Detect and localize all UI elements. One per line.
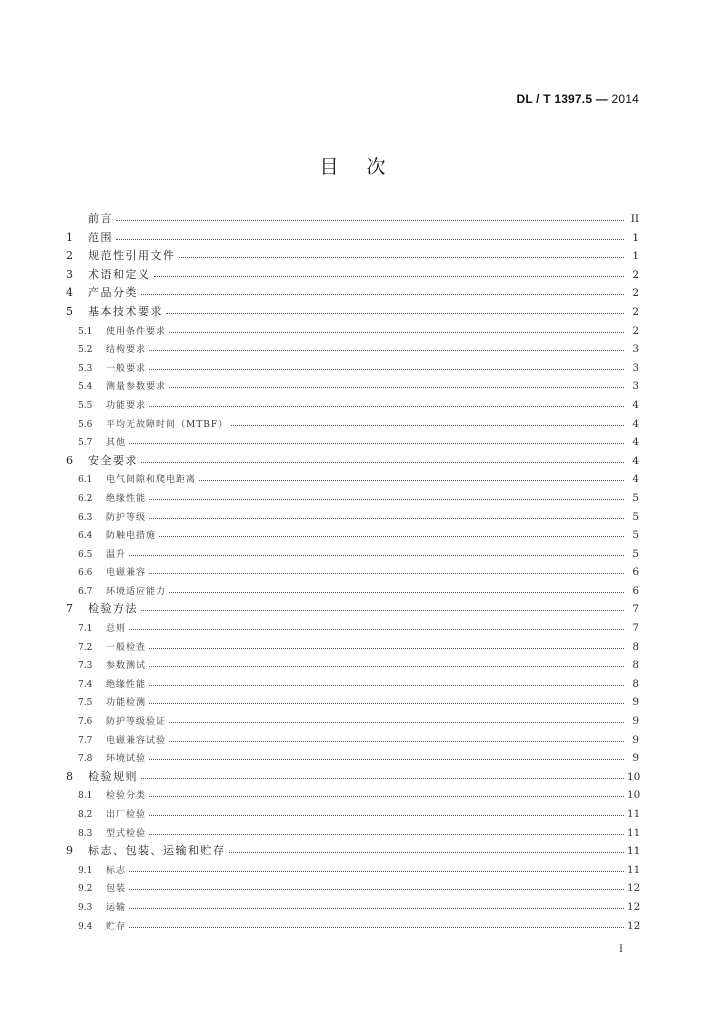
dot-leader [154, 275, 625, 277]
toc-entry-page: 12 [627, 900, 641, 913]
dot-leader [149, 368, 624, 370]
dot-leader [149, 517, 624, 519]
dot-leader [116, 238, 624, 240]
toc-entry-section[interactable] [64, 396, 639, 415]
toc-entry-section[interactable] [64, 786, 639, 805]
toc-entry-section[interactable] [64, 861, 639, 880]
toc-entry-page: 5 [632, 491, 639, 504]
toc-entry-page: 1 [632, 231, 639, 244]
dot-leader [141, 609, 624, 611]
toc-entry-section[interactable] [64, 879, 639, 898]
toc-entry-section[interactable] [64, 359, 639, 378]
toc-entry-label: 其他 [106, 438, 127, 449]
dot-leader [231, 424, 624, 426]
dot-leader [129, 888, 624, 890]
toc-entry-number: 7.8 [78, 754, 93, 765]
toc-entry-number: 7 [66, 602, 73, 616]
toc-entry-number: 4 [66, 286, 73, 300]
toc-entry-page: 3 [632, 343, 639, 356]
toc-entry-section[interactable] [64, 917, 639, 936]
toc-entry-label: 结构要求 [106, 345, 147, 356]
toc-entry-number: 9.4 [78, 921, 93, 932]
dot-leader [141, 293, 624, 295]
dot-leader [199, 479, 624, 481]
toc-entry-number: 9.1 [78, 865, 93, 876]
dot-leader [149, 702, 624, 704]
dot-leader [166, 312, 624, 314]
toc-entry-number: 5.1 [78, 326, 93, 337]
toc-entry-number: 9 [66, 844, 73, 858]
toc-entry-page: 4 [632, 436, 639, 449]
dot-leader [129, 628, 624, 630]
dot-leader [149, 758, 624, 760]
toc-entry-label: 平均无故障时间（MTBF） [106, 419, 229, 430]
dot-leader [149, 405, 624, 407]
toc-entry-label: 规范性引用文件 [88, 249, 176, 263]
toc-entry-label: 绝缘性能 [106, 679, 147, 690]
toc-entry-number: 5.7 [78, 438, 93, 449]
toc-entry-page: 5 [632, 547, 639, 560]
toc-entry-page: 6 [632, 566, 639, 579]
toc-entry-section[interactable] [64, 526, 639, 545]
toc-entry-page: 10 [627, 770, 641, 783]
toc-entry-label: 检验规则 [88, 769, 138, 783]
toc-entry-number: 5.2 [78, 345, 93, 356]
dot-leader [129, 926, 624, 928]
toc-entry-page: 7 [632, 603, 639, 616]
toc-entry-number: 6.6 [78, 568, 93, 579]
toc-entry-section[interactable] [64, 322, 639, 341]
toc-entry-label: 基本技术要求 [88, 304, 163, 318]
toc-entry-number: 5.5 [78, 400, 93, 411]
toc-entry-page: 11 [627, 845, 641, 858]
toc-entry-chapter[interactable] [64, 600, 639, 619]
toc-entry-number: 8.3 [78, 828, 93, 839]
toc-entry-page: 5 [632, 529, 639, 542]
toc-entry-chapter[interactable] [64, 210, 639, 229]
toc-entry-page: 9 [632, 733, 639, 746]
toc-entry-number: 6.7 [78, 586, 93, 597]
toc-entry-chapter[interactable] [64, 452, 639, 471]
toc-entry-page: 8 [632, 677, 639, 690]
toc-entry-number: 5.3 [78, 363, 93, 374]
toc-entry-label: 检验方法 [88, 602, 138, 616]
toc-entry-number: 7.6 [78, 717, 93, 728]
toc-entry-label: 测量参数要求 [106, 382, 167, 393]
toc-entry-number: 7.2 [78, 642, 93, 653]
toc-entry-section[interactable] [64, 693, 639, 712]
dot-leader [116, 219, 624, 221]
toc-entry-number: 6.4 [78, 531, 93, 542]
code-dash: — [592, 92, 612, 106]
toc-entry-chapter[interactable] [64, 247, 639, 266]
dot-leader [149, 572, 624, 574]
toc-entry-label: 术语和定义 [88, 267, 151, 281]
dot-leader [149, 647, 624, 649]
toc-entry-label: 出厂检验 [106, 810, 147, 820]
toc-entry-number: 7.7 [78, 735, 93, 746]
toc-entry-page: 3 [632, 361, 639, 374]
standard-year: 2014 [611, 92, 639, 106]
toc-entry-page: 11 [627, 863, 641, 876]
toc-entry-section[interactable] [64, 619, 639, 638]
toc-entry-label: 功能检测 [106, 698, 147, 709]
toc-entry-number: 2 [66, 249, 73, 263]
toc-entry-section[interactable] [64, 563, 639, 582]
standard-number: DL / T 1397.5 [516, 92, 593, 106]
toc-entry-number: 1 [66, 230, 73, 244]
page-number: I [619, 944, 623, 955]
toc-entry-page: 10 [627, 789, 641, 802]
toc-entry-label: 防护等级 [106, 512, 147, 523]
toc-entry-chapter[interactable] [64, 303, 639, 322]
toc-title: 目次 [319, 156, 414, 178]
toc-entry-label: 使用条件要求 [106, 326, 167, 337]
dot-leader [149, 814, 624, 816]
dot-leader [169, 331, 624, 333]
toc-entry-label: 防触电措施 [106, 531, 157, 542]
toc-entry-page: 2 [632, 287, 639, 300]
toc-entry-label: 标志 [106, 865, 127, 876]
toc-entry-chapter[interactable] [64, 284, 639, 303]
toc-entry-number: 6.5 [78, 549, 93, 560]
toc-entry-section[interactable] [64, 582, 639, 601]
dot-leader [149, 795, 624, 797]
toc-entry-section[interactable] [64, 805, 639, 824]
toc-entry-number: 8.1 [78, 791, 93, 802]
toc-entry-section[interactable] [64, 638, 639, 657]
toc-entry-page: 6 [632, 584, 639, 597]
toc-entry-number: 8 [66, 769, 73, 783]
toc-entry-label: 检验分类 [106, 791, 147, 802]
dot-leader [141, 777, 624, 779]
toc-entry-number: 6.3 [78, 512, 93, 523]
toc-entry-chapter[interactable] [64, 229, 639, 248]
dot-leader [169, 740, 624, 742]
dot-leader [149, 498, 624, 500]
toc-entry-number: 6.2 [78, 493, 93, 504]
toc-entry-label: 标志、包装、运输和贮存 [88, 844, 226, 858]
dot-leader [169, 386, 624, 388]
toc-entry-number: 7.4 [78, 679, 93, 690]
toc-entry-label: 防护等级验证 [106, 717, 167, 728]
toc-entry-section[interactable] [64, 340, 639, 359]
dot-leader [149, 833, 624, 835]
toc-entry-section[interactable] [64, 656, 639, 675]
toc-entry-label: 贮存 [106, 921, 127, 932]
toc-entry-page: 4 [632, 454, 639, 467]
toc-entry-page: 12 [627, 882, 641, 895]
toc-entry-number: 8.2 [78, 810, 93, 820]
toc-entry-page: 3 [632, 380, 639, 393]
toc-entry-page: 2 [632, 324, 639, 337]
toc-entry-section[interactable] [64, 470, 639, 489]
toc-entry-label: 电磁兼容 [106, 568, 147, 579]
toc-entry-section[interactable] [64, 508, 639, 527]
toc-entry-page: 9 [632, 696, 639, 709]
dot-leader [141, 461, 624, 463]
toc-entry-label: 产品分类 [88, 286, 138, 300]
toc-entry-label: 参数测试 [106, 661, 147, 672]
toc-entry-number: 7.5 [78, 698, 93, 709]
toc-entry-section[interactable] [64, 731, 639, 750]
dot-leader [169, 591, 624, 593]
toc-entry-page: 2 [632, 305, 639, 318]
toc-entry-label: 包装 [106, 884, 127, 895]
toc-entry-label: 一般要求 [106, 363, 147, 374]
toc-entry-number: 9.3 [78, 902, 93, 913]
toc-entry-page: 9 [632, 752, 639, 765]
toc-entry-label: 运输 [106, 902, 127, 913]
toc-entry-label: 安全要求 [88, 453, 138, 467]
toc-entry-number: 5 [66, 304, 73, 318]
dot-leader [129, 907, 624, 909]
toc-entry-label: 型式检验 [106, 828, 147, 839]
toc-entry-number: 9.2 [78, 884, 93, 895]
toc-entry-section[interactable] [64, 898, 639, 917]
dot-leader [149, 684, 624, 686]
toc-entry-label: 前言 [88, 212, 113, 225]
toc-entry-page: 11 [627, 808, 641, 820]
dot-leader [129, 870, 624, 872]
dot-leader [149, 665, 624, 667]
document-code [516, 92, 639, 106]
toc-entry-label: 环境适应能力 [106, 586, 167, 597]
toc-entry-label: 电气间隙和爬电距离 [106, 475, 197, 486]
dot-leader [149, 349, 624, 351]
toc-entry-number: 6.1 [78, 475, 93, 486]
dot-leader [229, 851, 625, 853]
toc-entry-label: 电磁兼容试验 [106, 735, 167, 746]
toc-entry-section[interactable] [64, 824, 639, 843]
toc-entry-number: 5.4 [78, 382, 93, 393]
toc-entry-page: 4 [632, 398, 639, 411]
toc-entry-label: 功能要求 [106, 400, 147, 411]
dot-leader [169, 721, 624, 723]
toc-entry-page: 1 [632, 250, 639, 263]
toc-entry-label: 总则 [106, 624, 127, 635]
toc-entry-number: 7.1 [78, 624, 93, 635]
toc-entry-label: 范围 [88, 230, 113, 244]
toc-entry-number: 6 [66, 453, 73, 467]
toc-entry-page: 12 [627, 919, 641, 932]
toc-entry-number: 5.6 [78, 419, 93, 430]
table-of-contents [64, 210, 639, 935]
toc-entry-section[interactable] [64, 377, 639, 396]
toc-entry-page: II [630, 213, 639, 225]
toc-entry-section[interactable] [64, 415, 639, 434]
toc-entry-page: 7 [632, 622, 639, 635]
dot-leader [179, 256, 625, 258]
toc-entry-chapter[interactable] [64, 842, 639, 861]
toc-entry-label: 温升 [106, 549, 127, 560]
toc-entry-section[interactable] [64, 712, 639, 731]
dot-leader [129, 442, 624, 444]
toc-entry-section[interactable] [64, 675, 639, 694]
toc-entry-number: 3 [66, 267, 73, 281]
toc-entry-page: 4 [632, 417, 639, 430]
toc-entry-label: 一般检查 [106, 642, 147, 653]
toc-entry-page: 5 [632, 510, 639, 523]
toc-entry-section[interactable] [64, 749, 639, 768]
toc-entry-page: 9 [632, 715, 639, 728]
toc-entry-section[interactable] [64, 545, 639, 564]
toc-entry-chapter[interactable] [64, 768, 639, 787]
toc-entry-label: 绝缘性能 [106, 493, 147, 504]
toc-entry-page: 8 [632, 659, 639, 672]
toc-entry-section[interactable] [64, 489, 639, 508]
toc-entry-section[interactable] [64, 433, 639, 452]
toc-entry-chapter[interactable] [64, 266, 639, 285]
toc-entry-page: 11 [627, 826, 641, 839]
toc-entry-page: 4 [632, 473, 639, 486]
toc-entry-number: 7.3 [78, 661, 93, 672]
toc-entry-page: 2 [632, 268, 639, 281]
toc-entry-page: 8 [632, 640, 639, 653]
dot-leader [129, 554, 624, 556]
toc-entry-label: 环境试验 [106, 754, 147, 765]
dot-leader [159, 535, 624, 537]
